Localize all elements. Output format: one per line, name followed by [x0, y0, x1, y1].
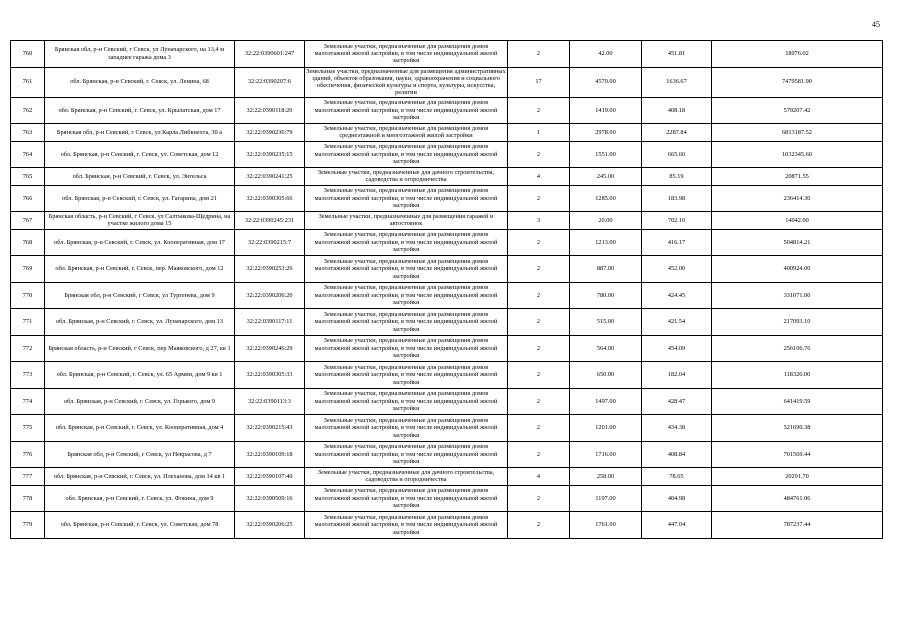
group-code-cell: 17 [508, 67, 570, 97]
cadastral-number-cell: 32:22:0390215:43 [235, 415, 305, 442]
row-number-cell: 770 [11, 282, 45, 309]
specific-value-cell: 451.81 [642, 41, 712, 68]
area-cell: 1201.00 [570, 415, 642, 442]
area-cell: 1285.00 [570, 185, 642, 212]
land-use-cell: Земельные участки, предназначенные для размещения домов малоэтажной жилой застройки, в том числе индивидуальной жилой застройки [305, 362, 508, 389]
cadastral-number-cell: 32:22:0390207:6 [235, 67, 305, 97]
address-cell: обл. Брянская, р-н Севский, г. Севск, ул. Крылатская, дом 17 [45, 97, 235, 124]
land-use-cell: Земельные участки, предназначенные для размещения домов малоэтажной жилой застройки, в том числе индивидуальной жилой застройки [305, 256, 508, 283]
group-code-cell: 4 [508, 168, 570, 186]
cadastral-value-cell: 787237.44 [712, 512, 883, 539]
cadastral-number-cell: 32:22:0390235:15 [235, 141, 305, 168]
table-row [11, 362, 883, 389]
area-cell: 1213.00 [570, 229, 642, 256]
row-number-cell: 768 [11, 229, 45, 256]
address-cell: обл. Брянская, р-н Севский, г. Севск, ул. 65 Армии, дом 9 кв 1 [45, 362, 235, 389]
row-number-cell: 767 [11, 212, 45, 230]
address-cell: Брянская область, р-н Севский, г Севск, ул Салтыкова-Щедрина, на участке жилого дома 15 [45, 212, 235, 230]
cadastral-value-cell: 6813187.52 [712, 124, 883, 142]
cadastral-value-cell: 701569.44 [712, 441, 883, 468]
cadastral-number-cell: 32:22:0390241:25 [235, 168, 305, 186]
cadastral-number-cell: 32:22:0390118:20 [235, 97, 305, 124]
cadastral-number-cell: 32:22:0390109:18 [235, 441, 305, 468]
area-cell: 515.00 [570, 309, 642, 336]
area-cell: 1419.00 [570, 97, 642, 124]
cadastral-value-cell: 18976.02 [712, 41, 883, 68]
cadastral-value-cell: 641419.59 [712, 388, 883, 415]
row-number-cell: 779 [11, 512, 45, 539]
land-use-cell: Земельные участки, предназначенные для размещения домов малоэтажной жилой застройки, в том числе индивидуальной жилой застройки [305, 185, 508, 212]
area-cell: 887.00 [570, 256, 642, 283]
address-cell: обл. Брянская, р-н Севский, г. Севск, ул. Кооперативная, дом 4 [45, 415, 235, 442]
address-cell: Брянская обл, р-н Севский, г Севск, ул Некрасова, д 7 [45, 441, 235, 468]
cadastral-number-cell: 32:22:0390117:11 [235, 309, 305, 336]
group-code-cell: 2 [508, 388, 570, 415]
address-cell: Брянская обл, р-н Севский, г Севск, ул Карла Либкнехта, 30 а [45, 124, 235, 142]
land-use-cell: Земельные участки, предназначенные для размещения домов малоэтажной жилой застройки, в том числе индивидуальной жилой застройки [305, 335, 508, 362]
row-number-cell: 763 [11, 124, 45, 142]
cadastral-value-cell: 400924.00 [712, 256, 883, 283]
area-cell: 1551.00 [570, 141, 642, 168]
cadastral-number-cell: 32:22:0390107:40 [235, 468, 305, 486]
cadastral-value-cell: 521690.38 [712, 415, 883, 442]
specific-value-cell: 183.98 [642, 185, 712, 212]
cadastral-value-cell: 217093.10 [712, 309, 883, 336]
area-cell: 20.00 [570, 212, 642, 230]
land-use-cell: Земельные участки, предназначенные для дачного строительства, садоводства и огородничества [305, 168, 508, 186]
land-use-cell: Земельные участки, предназначенные для размещения домов малоэтажной жилой застройки, в том числе индивидуальной жилой застройки [305, 141, 508, 168]
address-cell: обл. Брянская, р-н Севский, г. Севск, ул. Энгельса [45, 168, 235, 186]
row-number-cell: 772 [11, 335, 45, 362]
address-cell: обл. Брянская, р-н Севский, г. Севск, ул. Фокина, дом 9 [45, 485, 235, 512]
specific-value-cell: 665.60 [642, 141, 712, 168]
group-code-cell: 2 [508, 441, 570, 468]
specific-value-cell: 182.04 [642, 362, 712, 389]
specific-value-cell: 85.19 [642, 168, 712, 186]
area-cell: 42.00 [570, 41, 642, 68]
table-row [11, 485, 883, 512]
group-code-cell: 2 [508, 229, 570, 256]
cadastral-number-cell: 32:22:0390206:25 [235, 512, 305, 539]
row-number-cell: 771 [11, 309, 45, 336]
table-row [11, 212, 883, 230]
cadastral-value-cell: 504814.21 [712, 229, 883, 256]
group-code-cell: 2 [508, 335, 570, 362]
group-code-cell: 2 [508, 415, 570, 442]
address-cell: Брянская обл, р-н Севский, г Севск, ул Луначарского, на 13,4 м западнее гаража дома 3 [45, 41, 235, 68]
specific-value-cell: 702.10 [642, 212, 712, 230]
specific-value-cell: 408.84 [642, 441, 712, 468]
table-row [11, 512, 883, 539]
land-use-cell: Земельные участки, предназначенные для размещения домов малоэтажной жилой застройки, в том числе индивидуальной жилой застройки [305, 309, 508, 336]
row-number-cell: 766 [11, 185, 45, 212]
row-number-cell: 765 [11, 168, 45, 186]
area-cell: 1716.00 [570, 441, 642, 468]
cadastral-number-cell: 32:22:0390305:33 [235, 362, 305, 389]
cadastral-number-cell: 32:22:0390215:7 [235, 229, 305, 256]
row-number-cell: 773 [11, 362, 45, 389]
row-number-cell: 777 [11, 468, 45, 486]
group-code-cell: 2 [508, 185, 570, 212]
row-number-cell: 761 [11, 67, 45, 97]
land-use-cell: Земельные участки, предназначенные для дачного строительства, садоводства и огородничества [305, 468, 508, 486]
cadastral-number-cell: 32:22:0390253:26 [235, 256, 305, 283]
area-cell: 564.00 [570, 335, 642, 362]
group-code-cell: 2 [508, 141, 570, 168]
area-cell: 1761.00 [570, 512, 642, 539]
table-row [11, 97, 883, 124]
cadastral-value-cell: 256106.76 [712, 335, 883, 362]
table-row [11, 41, 883, 68]
group-code-cell: 3 [508, 212, 570, 230]
cadastral-number-cell: 32:22:0390305:66 [235, 185, 305, 212]
specific-value-cell: 452.00 [642, 256, 712, 283]
table-row [11, 468, 883, 486]
address-cell: обл. Брянская, р-н Севский, г. Севск, пер. Маяковского, дом 12 [45, 256, 235, 283]
table-body [11, 41, 883, 539]
table-row [11, 124, 883, 142]
specific-value-cell: 1636.67 [642, 67, 712, 97]
row-number-cell: 769 [11, 256, 45, 283]
cadastral-number-cell: 32:22:0390246:29 [235, 335, 305, 362]
area-cell: 1197.00 [570, 485, 642, 512]
table-row [11, 282, 883, 309]
area-cell: 780.00 [570, 282, 642, 309]
group-code-cell: 2 [508, 97, 570, 124]
area-cell: 1497.00 [570, 388, 642, 415]
specific-value-cell: 424.45 [642, 282, 712, 309]
specific-value-cell: 2287.84 [642, 124, 712, 142]
specific-value-cell: 408.18 [642, 97, 712, 124]
land-use-cell: Земельные участки, предназначенные для размещения домов малоэтажной жилой застройки, в том числе индивидуальной жилой застройки [305, 512, 508, 539]
table-row [11, 335, 883, 362]
cadastral-value-cell: 14042.00 [712, 212, 883, 230]
specific-value-cell: 434.38 [642, 415, 712, 442]
land-use-cell: Земельные участки, предназначенные для размещения домов малоэтажной жилой застройки, в том числе индивидуальной жилой застройки [305, 229, 508, 256]
cadastral-value-cell: 20871.55 [712, 168, 883, 186]
table-row [11, 441, 883, 468]
address-cell: обл. Брянская, р-н Севский, г. Севск, ул. Луначарского, дом 13 [45, 309, 235, 336]
table-row [11, 185, 883, 212]
group-code-cell: 2 [508, 41, 570, 68]
cadastral-value-cell: 331071.00 [712, 282, 883, 309]
land-use-cell: Земельные участки, предназначенные для размещения гаражей и автостоянок [305, 212, 508, 230]
area-cell: 650.00 [570, 362, 642, 389]
area-cell: 245.00 [570, 168, 642, 186]
specific-value-cell: 404.98 [642, 485, 712, 512]
cadastral-value-cell: 118326.00 [712, 362, 883, 389]
specific-value-cell: 421.54 [642, 309, 712, 336]
land-use-cell: Земельные участки, предназначенные для размещения домов среднеэтажной и многоэтажной жилой застройки [305, 124, 508, 142]
cadastral-value-cell: 20291.70 [712, 468, 883, 486]
cadastral-value-cell: 579207.42 [712, 97, 883, 124]
cadastral-value-cell: 236414.30 [712, 185, 883, 212]
address-cell: обл. Брянская, р-н Севский, г. Севск, ул. Горького, дом 9 [45, 388, 235, 415]
table-row [11, 388, 883, 415]
group-code-cell: 2 [508, 485, 570, 512]
cadastral-number-cell: 32:22:0390245:231 [235, 212, 305, 230]
group-code-cell: 4 [508, 468, 570, 486]
cadastral-number-cell: 32:22:0390601:247 [235, 41, 305, 68]
cadastral-number-cell: 32:22:0390113:3 [235, 388, 305, 415]
row-number-cell: 774 [11, 388, 45, 415]
page-number: 45 [872, 20, 880, 29]
table-row [11, 168, 883, 186]
address-cell: обл. Брянская, р-н Севский, г. Севск, ул. Советская, дом 78 [45, 512, 235, 539]
address-cell: обл. Брянская, р-н Севский, г. Севск, ул. Кооперативная, дом 17 [45, 229, 235, 256]
cadastral-value-cell: 1032345.60 [712, 141, 883, 168]
table-row [11, 229, 883, 256]
land-registry-table [10, 40, 883, 539]
table-row [11, 256, 883, 283]
row-number-cell: 760 [11, 41, 45, 68]
area-cell: 258.00 [570, 468, 642, 486]
address-cell: обл. Брянская, р-н Севский, г. Севск, ул. Ленина, 68 [45, 67, 235, 97]
specific-value-cell: 454.09 [642, 335, 712, 362]
cadastral-number-cell: 32:22:0390236:79 [235, 124, 305, 142]
row-number-cell: 764 [11, 141, 45, 168]
land-use-cell: Земельные участки, предназначенные для размещения административных зданий, объектов образования, науки, здравоохранения и социального обеспечения, физической культуры и спорта, культуры, искусства, религии [306, 67, 506, 97]
cadastral-number-cell: 32:22:0390509:16 [235, 485, 305, 512]
land-use-cell: Земельные участки, предназначенные для размещения домов малоэтажной жилой застройки, в том числе индивидуальной жилой застройки [305, 282, 508, 309]
group-code-cell: 2 [508, 309, 570, 336]
land-use-cell: Земельные участки, предназначенные для размещения домов малоэтажной жилой застройки, в том числе индивидуальной жилой застройки [305, 388, 508, 415]
row-number-cell: 778 [11, 485, 45, 512]
group-code-cell: 2 [508, 282, 570, 309]
row-number-cell: 762 [11, 97, 45, 124]
cadastral-value-cell: 484761.06 [712, 485, 883, 512]
land-use-cell: Земельные участки, предназначенные для размещения домов малоэтажной жилой застройки, в том числе индивидуальной жилой застройки [305, 485, 508, 512]
row-number-cell: 775 [11, 415, 45, 442]
address-cell: Брянская область, р-н Севский, г Севск, пер Маяковского, д 27, кв 1 [45, 335, 235, 362]
group-code-cell: 2 [508, 256, 570, 283]
address-cell: обл. Брянская, р-н Севский, г. Севск, ул. Гагарина, дом 21 [45, 185, 235, 212]
table-row [11, 415, 883, 442]
cadastral-number-cell: 32:22:0390206:20 [235, 282, 305, 309]
row-number-cell: 776 [11, 441, 45, 468]
specific-value-cell: 78.65 [642, 468, 712, 486]
specific-value-cell: 416.17 [642, 229, 712, 256]
table-row [11, 309, 883, 336]
specific-value-cell: 447.04 [642, 512, 712, 539]
land-use-cell: Земельные участки, предназначенные для размещения домов малоэтажной жилой застройки, в том числе индивидуальной жилой застройки [305, 441, 508, 468]
land-use-cell: Земельные участки, предназначенные для размещения домов малоэтажной жилой застройки, в том числе индивидуальной жилой застройки [305, 415, 508, 442]
area-cell: 2978.00 [570, 124, 642, 142]
group-code-cell: 2 [508, 362, 570, 389]
address-cell: Брянская обл, р-н Севский, г Севск, ул Тургенева, дом 9 [45, 282, 235, 309]
area-cell: 4570.00 [570, 67, 642, 97]
land-use-cell: Земельные участки, предназначенные для размещения домов малоэтажной жилой застройки, в том числе индивидуальной жилой застройки [305, 41, 508, 68]
cadastral-value-cell: 7479581.90 [712, 67, 883, 97]
table-row [11, 141, 883, 168]
address-cell: обл. Брянская, р-н Севский, г. Севск, ул. Советская, дом 12 [45, 141, 235, 168]
group-code-cell: 1 [508, 124, 570, 142]
address-cell: обл. Брянская, р-н Севский, г. Севск, ул. Плеханова, дом 14 кв 1 [45, 468, 235, 486]
group-code-cell: 2 [508, 512, 570, 539]
land-use-cell: Земельные участки, предназначенные для размещения домов малоэтажной жилой застройки, в том числе индивидуальной жилой застройки [305, 97, 508, 124]
table-row [11, 67, 883, 97]
specific-value-cell: 428.47 [642, 388, 712, 415]
